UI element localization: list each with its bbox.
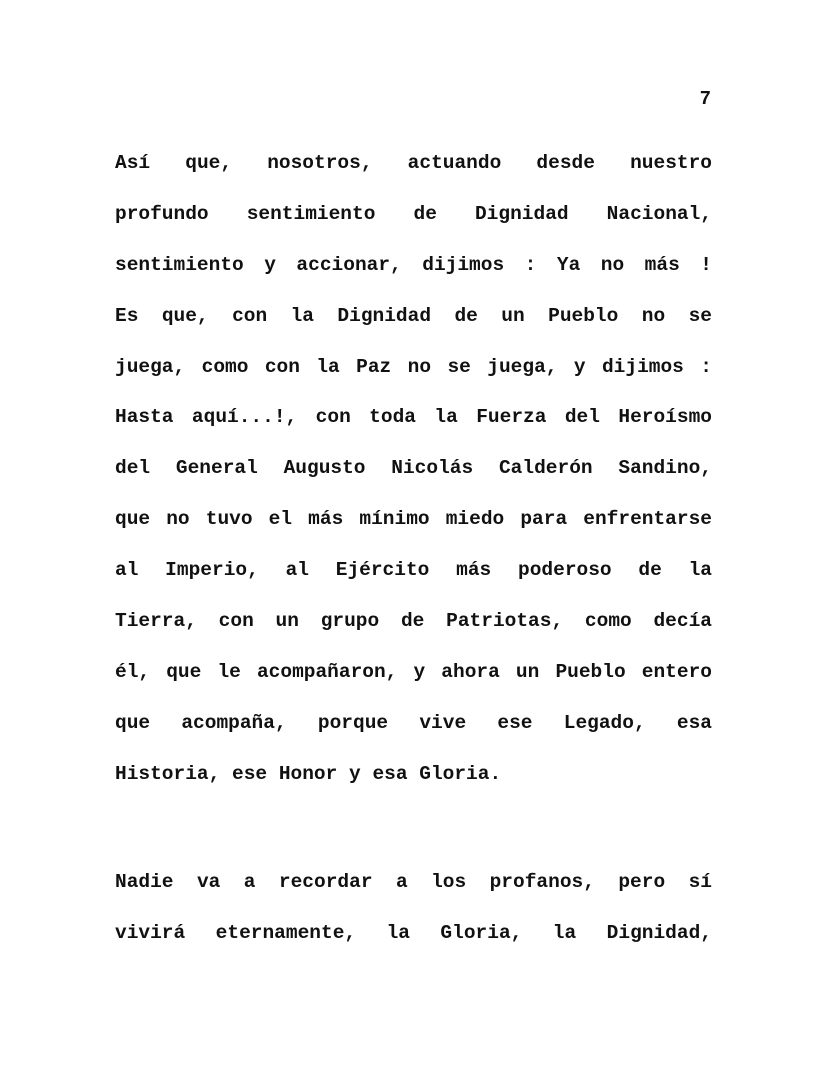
text-line: del General Augusto Nicolás Calderón Sandino, (115, 457, 712, 480)
text-line: Así que, nosotros, actuando desde nuestro (115, 152, 712, 174)
text-line: vivirá eternamente, la Gloria, la Dignidad, (115, 921, 712, 944)
text-line: Tierra, con un grupo de Patriotas, como decía (115, 610, 712, 633)
paragraph-2 (115, 869, 712, 971)
text-line: Es que, con la Dignidad de un Pueblo no se (115, 304, 712, 327)
page-number: 7 (699, 88, 711, 110)
text-line: que acompaña, porque vive ese Legado, esa (115, 711, 712, 734)
text-line: Hasta aquí...!, con toda la Fuerza del Heroísmo (115, 406, 712, 429)
text-line: Historia, ese Honor y esa Gloria. (115, 762, 502, 785)
paragraph-1 (115, 150, 712, 812)
text-line: al Imperio, al Ejército más poderoso de la (115, 559, 712, 582)
text-line: juega, como con la Paz no se juega, y dijimos : (115, 355, 712, 378)
text-line: que no tuvo el más mínimo miedo para enfrentarse (115, 508, 712, 531)
text-line: profundo sentimiento de Dignidad Nacional, (115, 202, 712, 225)
text-line: él, que le acompañaron, y ahora un Pueblo entero (115, 660, 712, 683)
text-line: Nadie va a recordar a los profanos, pero sí (115, 871, 712, 893)
text-line: sentimiento y accionar, dijimos : Ya no más ! (115, 253, 712, 276)
